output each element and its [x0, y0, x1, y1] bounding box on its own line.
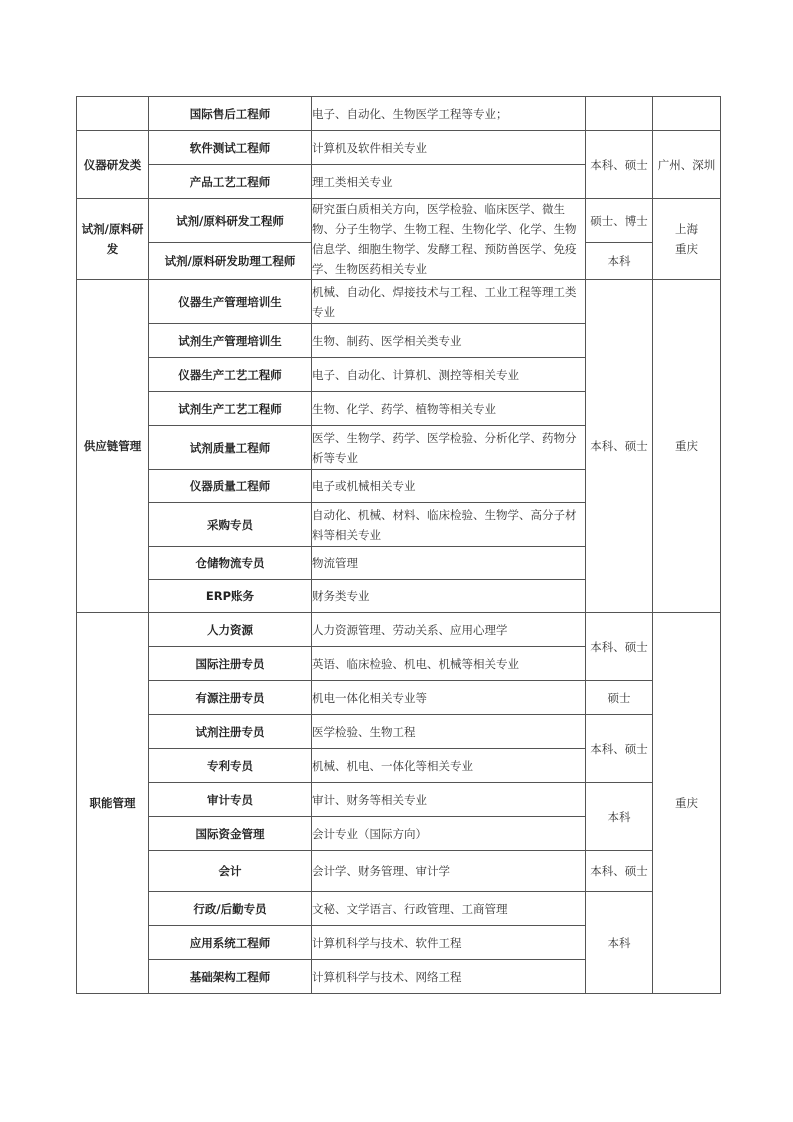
major-cell: 计算机及软件相关专业 [312, 131, 586, 165]
major-cell: 会计专业（国际方向） [312, 817, 586, 851]
department-cell: 试剂/原料研发 [77, 199, 149, 280]
department-cell: 供应链管理 [77, 280, 149, 613]
position-cell: 仪器生产管理培训生 [149, 280, 312, 324]
education-cell: 本科、硕士 [586, 280, 653, 613]
position-cell: ERP账务 [149, 580, 312, 613]
position-cell: 仓储物流专员 [149, 547, 312, 580]
major-cell: 电子、自动化、生物医学工程等专业； [312, 97, 586, 131]
table-row [77, 851, 721, 892]
major-cell: 机电一体化相关专业等 [312, 681, 586, 715]
major-cell: 研究蛋白质相关方向，医学检验、临床医学、微生物、分子生物学、生物工程、生物化学、化学、生物信息学、细胞生物学、发酵工程、预防兽医学、免疫学、生物医药相关专业 [312, 199, 586, 280]
position-cell: 人力资源 [149, 613, 312, 647]
department-cell: 仪器研发类 [77, 131, 149, 199]
major-cell: 电子、自动化、计算机、测控等相关专业 [312, 358, 586, 392]
position-cell: 软件测试工程师 [149, 131, 312, 165]
table-row [77, 892, 721, 926]
location-cell: 重庆 [653, 613, 721, 994]
table-row [77, 280, 721, 324]
position-cell: 采购专员 [149, 503, 312, 547]
position-cell: 行政/后勤专员 [149, 892, 312, 926]
position-cell: 试剂/原料研发助理工程师 [149, 243, 312, 280]
education-cell: 本科 [586, 783, 653, 851]
table-row [77, 97, 721, 131]
table-row [77, 199, 721, 243]
major-cell: 医学检验、生物工程 [312, 715, 586, 749]
location-cell [653, 97, 721, 131]
major-cell: 文秘、文学语言、行政管理、工商管理 [312, 892, 586, 926]
education-cell: 本科、硕士 [586, 131, 653, 199]
major-cell: 机械、自动化、焊接技术与工程、工业工程等理工类专业 [312, 280, 586, 324]
major-cell: 电子或机械相关专业 [312, 470, 586, 503]
major-cell: 审计、财务等相关专业 [312, 783, 586, 817]
major-cell: 机械、机电、一体化等相关专业 [312, 749, 586, 783]
major-cell: 计算机科学与技术、网络工程 [312, 960, 586, 994]
table-row [77, 715, 721, 749]
major-cell: 生物、化学、药学、植物等相关专业 [312, 392, 586, 426]
department-cell [77, 97, 149, 131]
position-cell: 国际注册专员 [149, 647, 312, 681]
education-cell: 本科 [586, 892, 653, 994]
recruitment-table [76, 96, 721, 994]
major-cell: 财务类专业 [312, 580, 586, 613]
location-cell: 重庆 [653, 280, 721, 613]
table-row [77, 131, 721, 165]
location-cell: 上海 重庆 [653, 199, 721, 280]
major-cell: 自动化、机械、材料、临床检验、生物学、高分子材料等相关专业 [312, 503, 586, 547]
position-cell: 有源注册专员 [149, 681, 312, 715]
position-cell: 试剂注册专员 [149, 715, 312, 749]
position-cell: 试剂生产工艺工程师 [149, 392, 312, 426]
education-cell: 本科、硕士 [586, 715, 653, 783]
major-cell: 物流管理 [312, 547, 586, 580]
education-cell: 本科 [586, 243, 653, 280]
table-row [77, 681, 721, 715]
position-cell: 会计 [149, 851, 312, 892]
position-cell: 仪器生产工艺工程师 [149, 358, 312, 392]
education-cell: 硕士 [586, 681, 653, 715]
position-cell: 试剂生产管理培训生 [149, 324, 312, 358]
department-cell: 职能管理 [77, 613, 149, 994]
education-cell: 本科、硕士 [586, 851, 653, 892]
position-cell: 试剂/原料研发工程师 [149, 199, 312, 243]
major-cell: 生物、制药、医学相关类专业 [312, 324, 586, 358]
table-row [77, 783, 721, 817]
position-cell: 专利专员 [149, 749, 312, 783]
major-cell: 理工类相关专业 [312, 165, 586, 199]
position-cell: 仪器质量工程师 [149, 470, 312, 503]
major-cell: 人力资源管理、劳动关系、应用心理学 [312, 613, 586, 647]
position-cell: 审计专员 [149, 783, 312, 817]
position-cell: 国际资金管理 [149, 817, 312, 851]
education-cell: 本科、硕士 [586, 613, 653, 681]
position-cell: 产品工艺工程师 [149, 165, 312, 199]
position-cell: 应用系统工程师 [149, 926, 312, 960]
major-cell: 计算机科学与技术、软件工程 [312, 926, 586, 960]
position-cell: 国际售后工程师 [149, 97, 312, 131]
table-row [77, 613, 721, 647]
position-cell: 试剂质量工程师 [149, 426, 312, 470]
education-cell [586, 97, 653, 131]
major-cell: 英语、临床检验、机电、机械等相关专业 [312, 647, 586, 681]
major-cell: 会计学、财务管理、审计学 [312, 851, 586, 892]
education-cell: 硕士、博士 [586, 199, 653, 243]
major-cell: 医学、生物学、药学、医学检验、分析化学、药物分析等专业 [312, 426, 586, 470]
position-cell: 基础架构工程师 [149, 960, 312, 994]
location-cell: 广州、深圳 [653, 131, 721, 199]
